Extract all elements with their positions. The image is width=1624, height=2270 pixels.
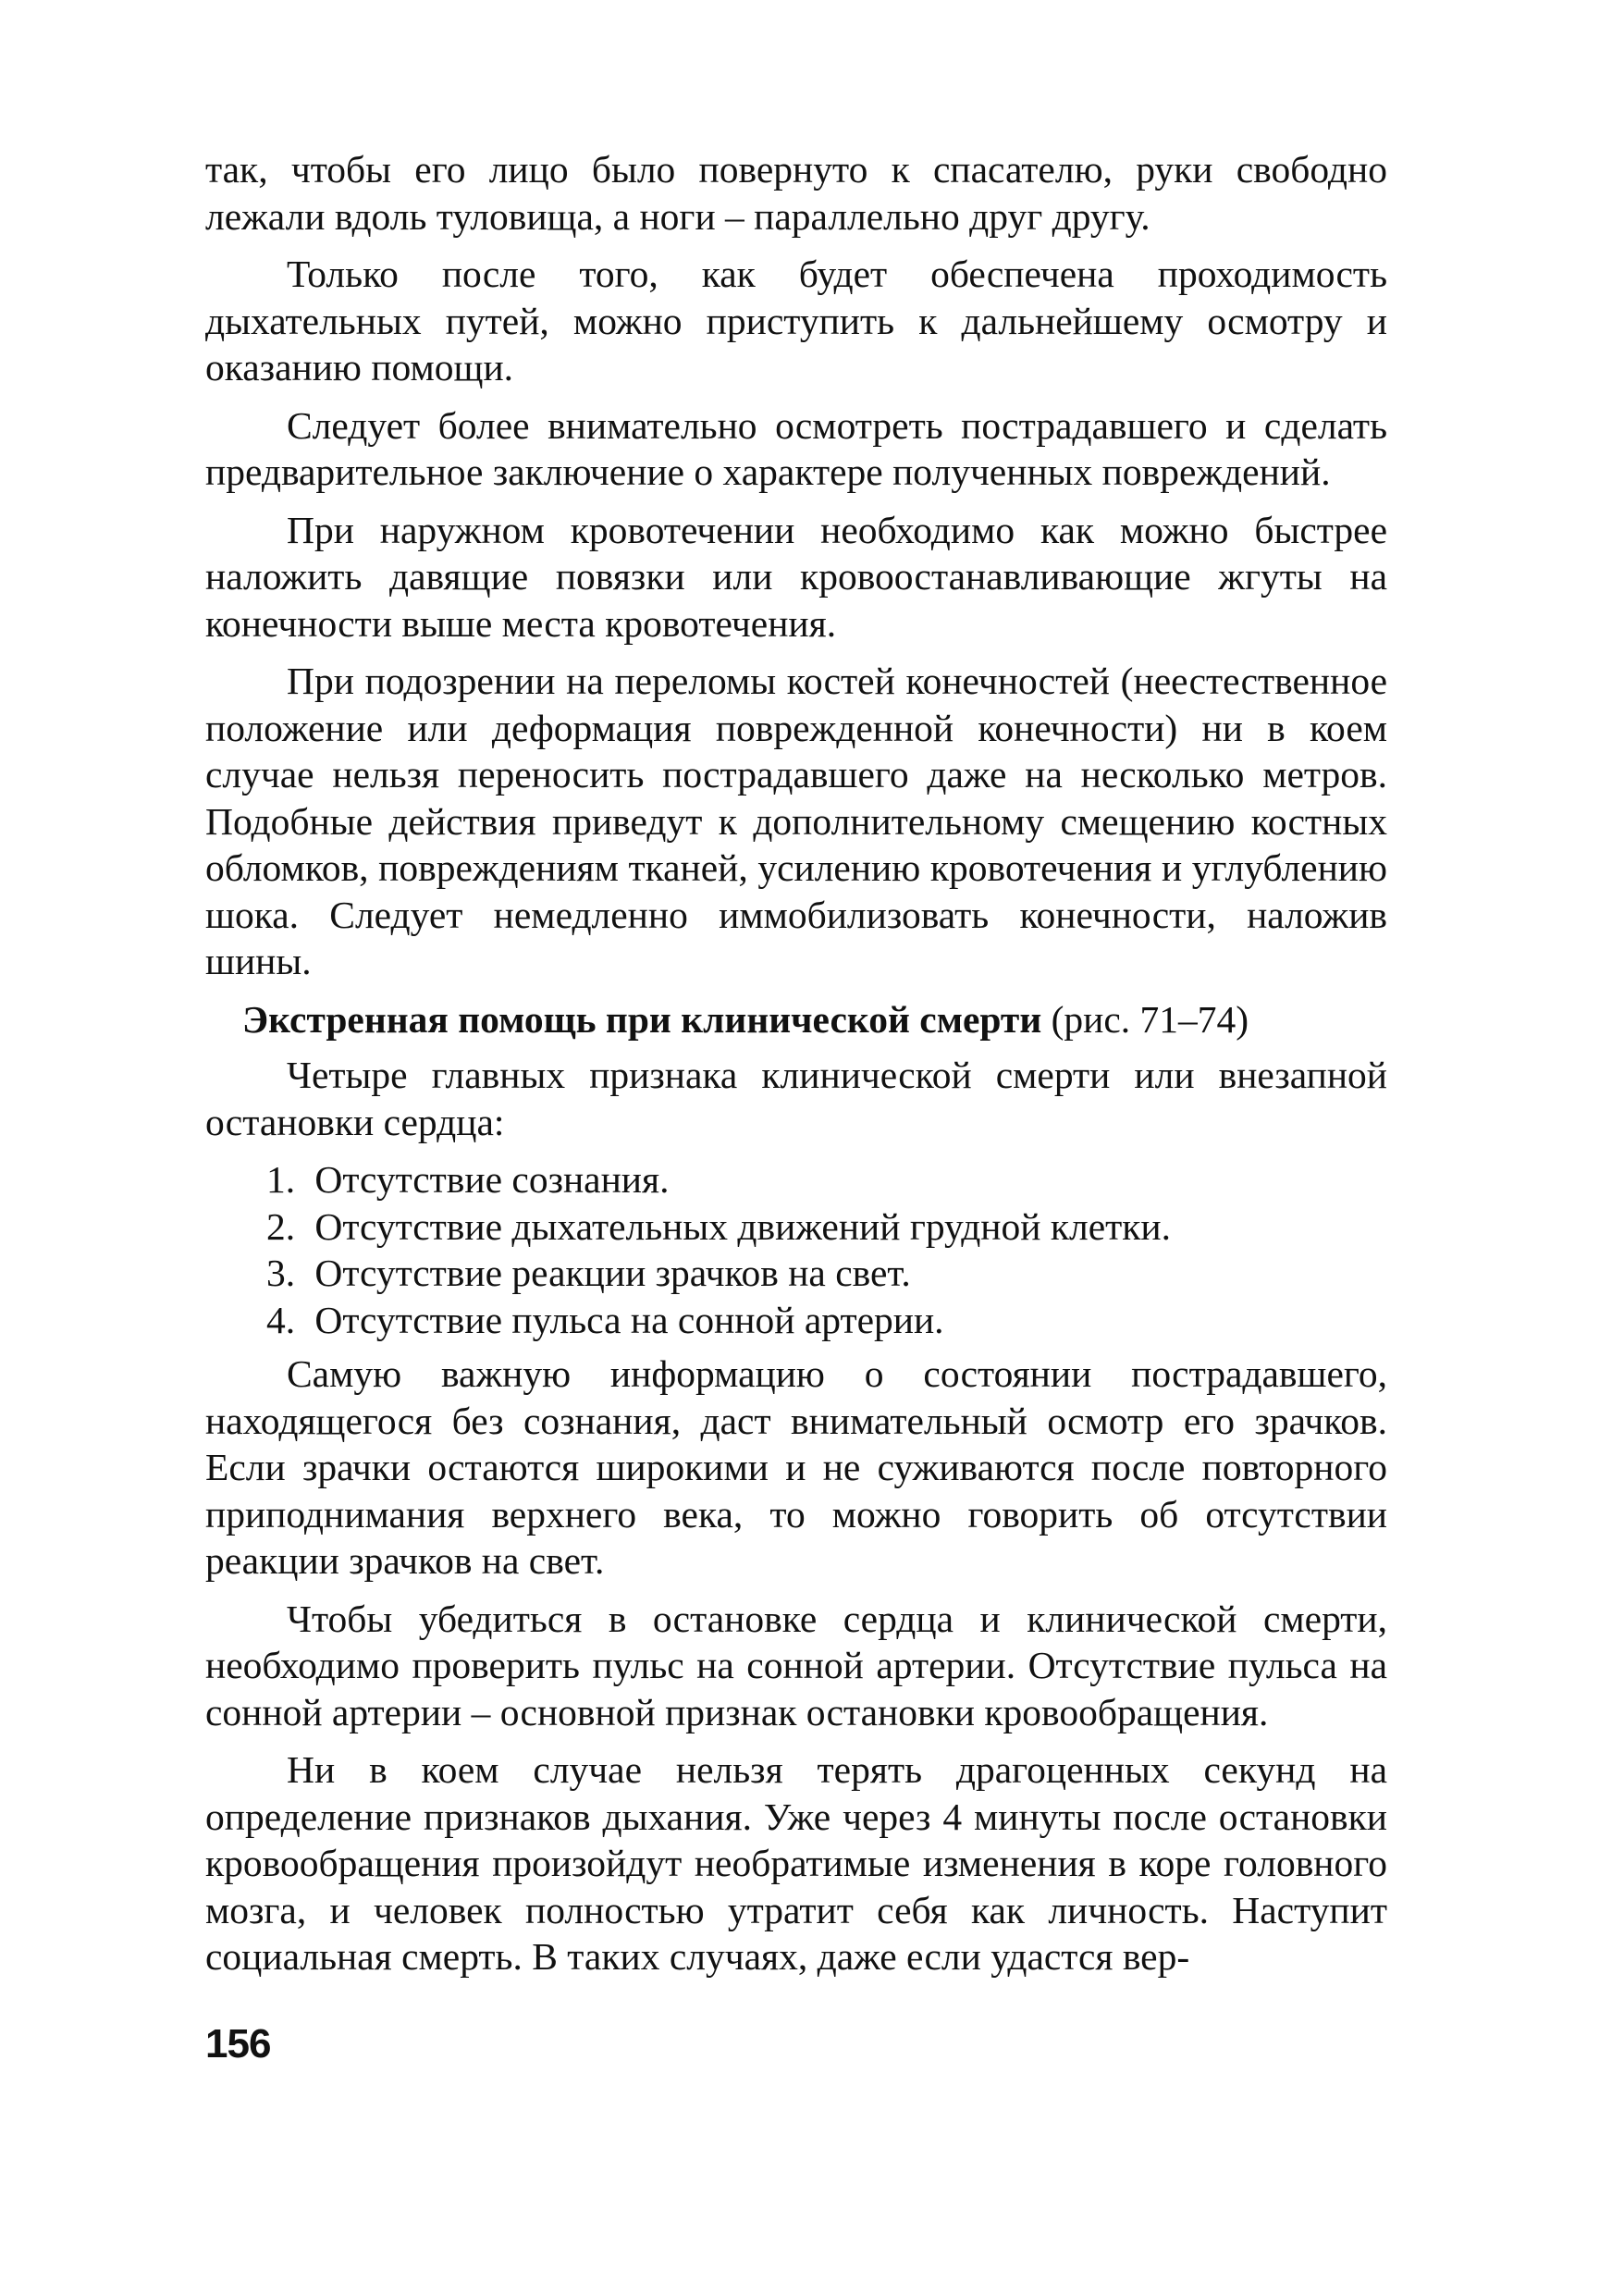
list-item (205, 1156, 1387, 1203)
paragraph-pupils: Самую важную информацию о состоянии пострадавшего, находящегося без сознания, даст внимательный осмотр его зрачков. Если зрачки остаются широкими и не суживаются после повторного приподнимания верхнего века, то можно говорить об отсутствии реакции зрачков на свет. (205, 1352, 1387, 1582)
list-item-text: Отсутствие дыхательных движений грудной клетки. (314, 1204, 1172, 1248)
paragraph-time-critical: Ни в коем случае нельзя терять драгоценных секунд на определение признаков дыхания. Уже через 4 минуты после остановки кровообращения произойдут необратимые изменения в коре головного мозга, и человек полностью утратит себя как личность. Наступит социальная смерть. В таких случаях, даже если удастся вер- (205, 1748, 1387, 1978)
page-body (205, 146, 1387, 1992)
list-item-number: 1. (266, 1158, 296, 1201)
paragraph-examination: Следует более внимательно осмотреть пострадавшего и сделать предварительное заключение о характере полученных повреждений. (205, 403, 1387, 493)
list-item (205, 1250, 1387, 1297)
list-item-text: Отсутствие сознания. (314, 1158, 670, 1201)
paragraph-airway: Только после того, как будет обеспечена проходимость дыхательных путей, можно приступить к дальнейшему осмотру и оказанию помощи. (205, 253, 1387, 389)
list-item-number: 2. (266, 1204, 296, 1248)
paragraph-bleeding: При наружном кровотечении необходимо как можно быстрее наложить давящие повязки или кровоостанавливающие жгуты на конечности выше места кровотечения. (205, 508, 1387, 645)
paragraph-signs-intro: Четыре главных признака клинической смерти или внезапной остановки сердца: (205, 1054, 1387, 1143)
list-item-text: Отсутствие реакции зрачков на свет. (314, 1252, 911, 1294)
section-heading-figure-ref: (рис. 71–74) (1041, 997, 1249, 1041)
list-item-number: 3. (266, 1252, 296, 1294)
page-number: 156 (205, 2021, 271, 2066)
section-heading (205, 996, 1387, 1043)
signs-list (205, 1156, 1387, 1343)
list-item (205, 1203, 1387, 1251)
list-item-number: 4. (266, 1298, 296, 1341)
list-item-text: Отсутствие пульса на сонной артерии. (314, 1298, 944, 1341)
paragraph-fractures: При подозрении на переломы костей конечностей (неестественное положение или деформация поврежденной конечности) ни в коем случае нельзя переносить пострадавшего даже на несколько метров. Подобные действия приведут к дополнительному смещению костных обломков, повреждениям тканей, усилению кровотечения и углублению шока. Следует немедленно иммобилизовать конечности, наложив шины. (205, 660, 1387, 982)
list-item (205, 1297, 1387, 1344)
paragraph-pulse: Чтобы убедиться в остановке сердца и клинической смерти, необходимо проверить пульс на сонной артерии. Отсутствие пульса на сонной артерии – основной признак остановки кровообращения. (205, 1597, 1387, 1733)
section-heading-title: Экстренная помощь при клинической смерти (242, 997, 1042, 1041)
paragraph-continuation: так, чтобы его лицо было повернуто к спасателю, руки свободно лежали вдоль туловища, а ноги – параллельно друг другу. (205, 148, 1387, 238)
